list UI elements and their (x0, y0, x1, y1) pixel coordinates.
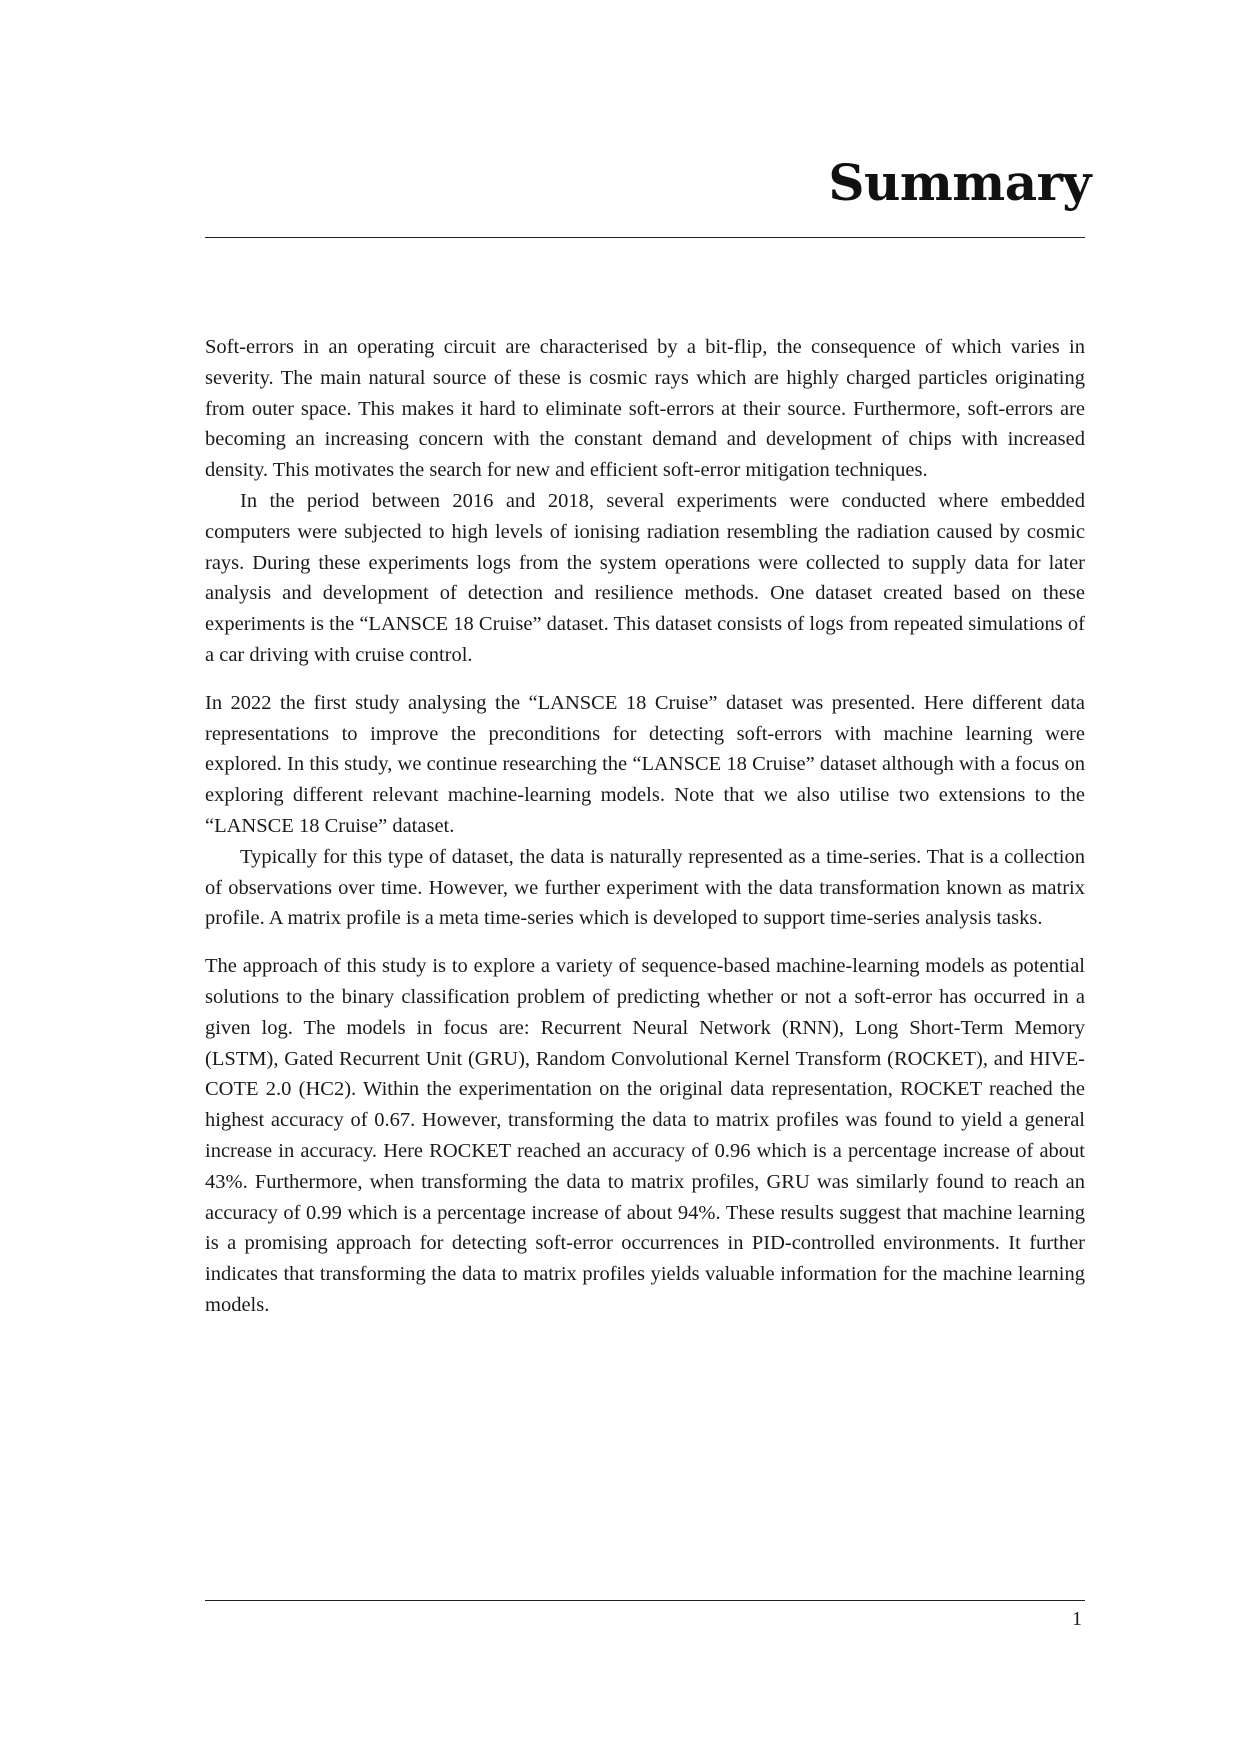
paragraph-experiments: In the period between 2016 and 2018, several experiments were conducted where embedded computers were subjected to high levels of ionising radiation resembling the radiation caused by cosmic rays. During these experiments logs from the system operations were collected to supply data for later analysis and development of detection and resilience methods. One dataset created based on these experiments is the “LANSCE 18 Cruise” dataset. This dataset consists of logs from repeated simulations of a car driving with cruise control. (205, 489, 1085, 666)
paragraph-approach-results: The approach of this study is to explore a variety of sequence-based machine-learning models as potential solutions to the binary classification problem of predicting whether or not a soft-error has occurred in a given log. The models in focus are: Recurrent Neural Network (RNN), Long Short-Term Memory (LSTM), Gated Recurrent Unit (GRU), Random Convolutional Kernel Transform (ROCKET), and HIVE-COTE 2.0 (HC2). Within the experimentation on the original data representation, ROCKET reached the highest accuracy of 0.67. However, transforming the data to matrix profiles was found to yield a general increase in accuracy. Here ROCKET reached an accuracy of 0.96 which is a percentage increase of about 43%. Furthermore, when transforming the data to matrix profiles, GRU was similarly found to reach an accuracy of 0.99 which is a percentage increase of about 94%. These results suggest that machine learning is a promising approach for detecting soft-error occurrences in PID-controlled environments. It further indicates that transforming the data to matrix profiles yields valuable information for the machine learning models. (205, 955, 1085, 1316)
paragraph-soft-errors: Soft-errors in an operating circuit are characterised by a bit-flip, the consequence of which varies in severity. The main natural source of these is cosmic rays which are highly charged particles originating from outer space. This makes it hard to eliminate soft-errors at their source. Furthermore, soft-errors are becoming an increasing concern with the constant demand and development of chips with increased density. This motivates the search for new and efficient soft-error mitigation techniques. (205, 336, 1085, 482)
summary-body (205, 332, 1085, 1321)
paragraph-time-series: Typically for this type of dataset, the data is naturally represented as a time-series. That is a collection of observations over time. However, we further experiment with the data transformation known as matrix profile. A matrix profile is a meta time-series which is developed to support time-series analysis tasks. (205, 845, 1085, 930)
footer-divider (205, 1600, 1085, 1601)
title-divider (205, 237, 1085, 238)
page-number: 1 (1072, 1608, 1082, 1630)
paragraph-prior-study: In 2022 the first study analysing the “LANSCE 18 Cruise” dataset was presented. Here different data representations to improve the preconditions for detecting soft-errors with machine learning were explored. In this study, we continue researching the “LANSCE 18 Cruise” dataset although with a focus on exploring different relevant machine-learning models. Note that we also utilise two extensions to the “LANSCE 18 Cruise” dataset. (205, 691, 1085, 837)
chapter-title: Summary (828, 153, 1091, 212)
